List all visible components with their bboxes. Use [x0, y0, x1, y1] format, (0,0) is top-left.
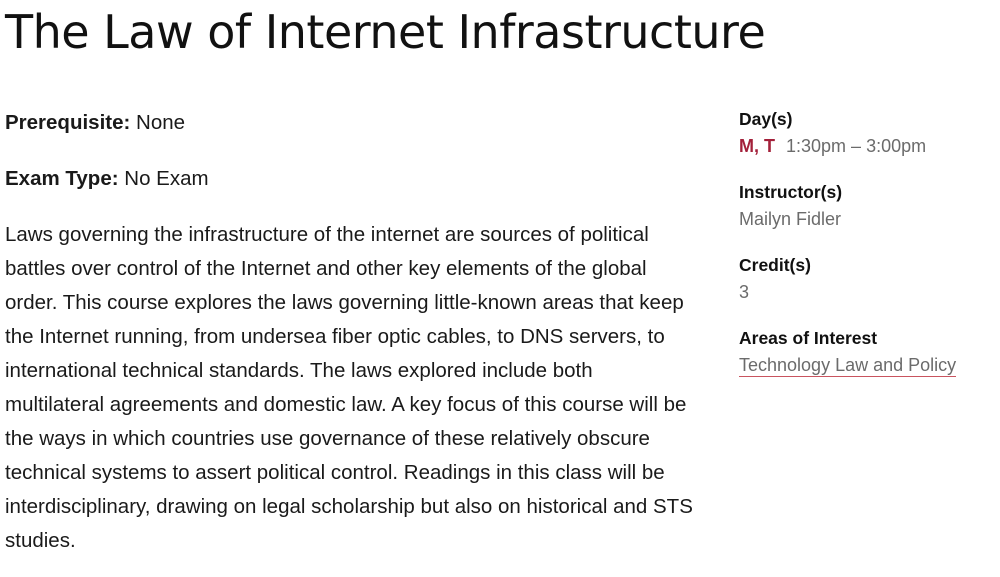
course-sidebar	[739, 106, 994, 398]
exam-type-row	[5, 162, 695, 196]
credits-block	[739, 252, 994, 306]
exam-type-value: No Exam	[124, 167, 209, 190]
days-value	[739, 132, 994, 160]
instructors-label: Instructor(s)	[739, 182, 843, 202]
prerequisite-label: Prerequisite:	[5, 111, 131, 134]
exam-type-label: Exam Type:	[5, 167, 119, 190]
instructor-name: Mailyn Fidler	[739, 209, 842, 229]
area-of-interest-link[interactable]: Technology Law and Policy	[739, 355, 957, 375]
course-description: Laws governing the infrastructure of the internet are sources of political battles over control of the Internet and other key elements of the global order. This course explores the laws governing little-known areas that keep the Internet running, from undersea fiber optic cables, to DNS servers, to international technical standards. The laws explored include both multilateral agreements and domestic law. A key focus of this course will be the ways in which countries use governance of these relatively obscure technical systems to assert political control. Readings in this class will be interdisciplinary, drawing on legal scholarship but also on historical and STS studies.	[5, 223, 693, 552]
prerequisite-value: None	[136, 111, 186, 134]
prerequisite-row	[5, 106, 695, 140]
credits-value: 3	[739, 282, 750, 302]
meeting-days: M, T	[739, 136, 775, 156]
meeting-time: 1:30pm – 3:00pm	[786, 136, 927, 156]
days-label: Day(s)	[739, 109, 793, 129]
areas-value	[739, 351, 994, 379]
instructors-block	[739, 179, 994, 233]
credits-label: Credit(s)	[739, 255, 811, 275]
areas-block	[739, 325, 994, 379]
page-title: The Law of Internet Infrastructure	[5, 5, 766, 59]
course-main	[5, 106, 695, 558]
areas-label: Areas of Interest	[739, 328, 878, 348]
days-block	[739, 106, 994, 160]
